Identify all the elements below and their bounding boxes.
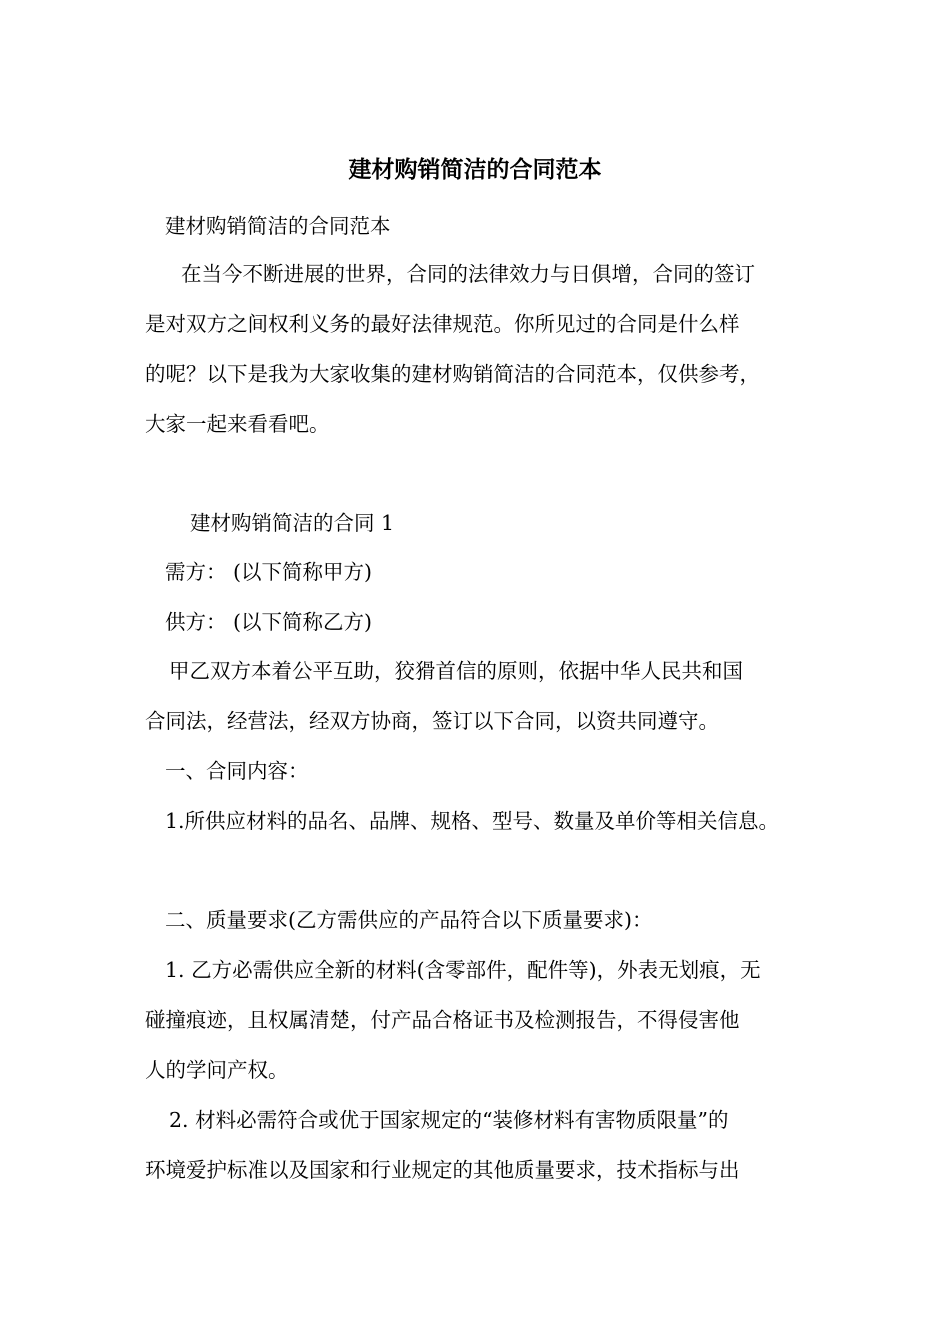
clause-line: 碰撞痕迹，且权属清楚，付产品合格证书及检测报告，不得侵害他 [145,1008,740,1032]
preamble-line: 合同法，经营法，经双方协商，签订以下合同，以资共同遵守。 [145,709,719,733]
supplier-line: 供方： (以下简称乙方) [165,610,373,634]
clause-line: 1.所供应材料的品名、品牌、规格、型号、数量及单价等相关信息。 [165,809,780,833]
contract-heading: 建材购销简洁的合同 1 [190,511,395,535]
document-title: 建材购销简洁的合同范本 [348,157,602,183]
clause-line: 人的学问产权。 [145,1058,289,1082]
section-heading: 一、合同内容： [165,759,309,783]
clause-line: 1. 乙方必需供应全新的材料(含零部件，配件等)，外表无划痕，无 [165,958,761,982]
intro-paragraph-line: 的呢？以下是我为大家收集的建材购销简洁的合同范本，仅供参考， [145,362,760,386]
clause-line: 2. 材料必需符合或优于国家规定的“装修材料有害物质限量”的 [169,1108,729,1132]
section-heading: 二、质量要求(乙方需供应的产品符合以下质量要求)： [165,908,653,932]
preamble-line: 甲乙双方本着公平互助，狡猾首信的原则，依据中华人民共和国 [169,659,743,683]
intro-paragraph-line: 在当今不断进展的世界，合同的法律效力与日俱增，合同的签订 [181,262,755,286]
intro-paragraph-line: 大家一起来看看吧。 [145,412,330,436]
subtitle-line: 建材购销简洁的合同范本 [165,214,391,238]
buyer-line: 需方： (以下简称甲方) [165,560,373,584]
clause-line: 环境爱护标准以及国家和行业规定的其他质量要求，技术指标与出 [145,1158,740,1182]
intro-paragraph-line: 是对双方之间权利义务的最好法律规范。你所见过的合同是什么样 [145,312,740,336]
